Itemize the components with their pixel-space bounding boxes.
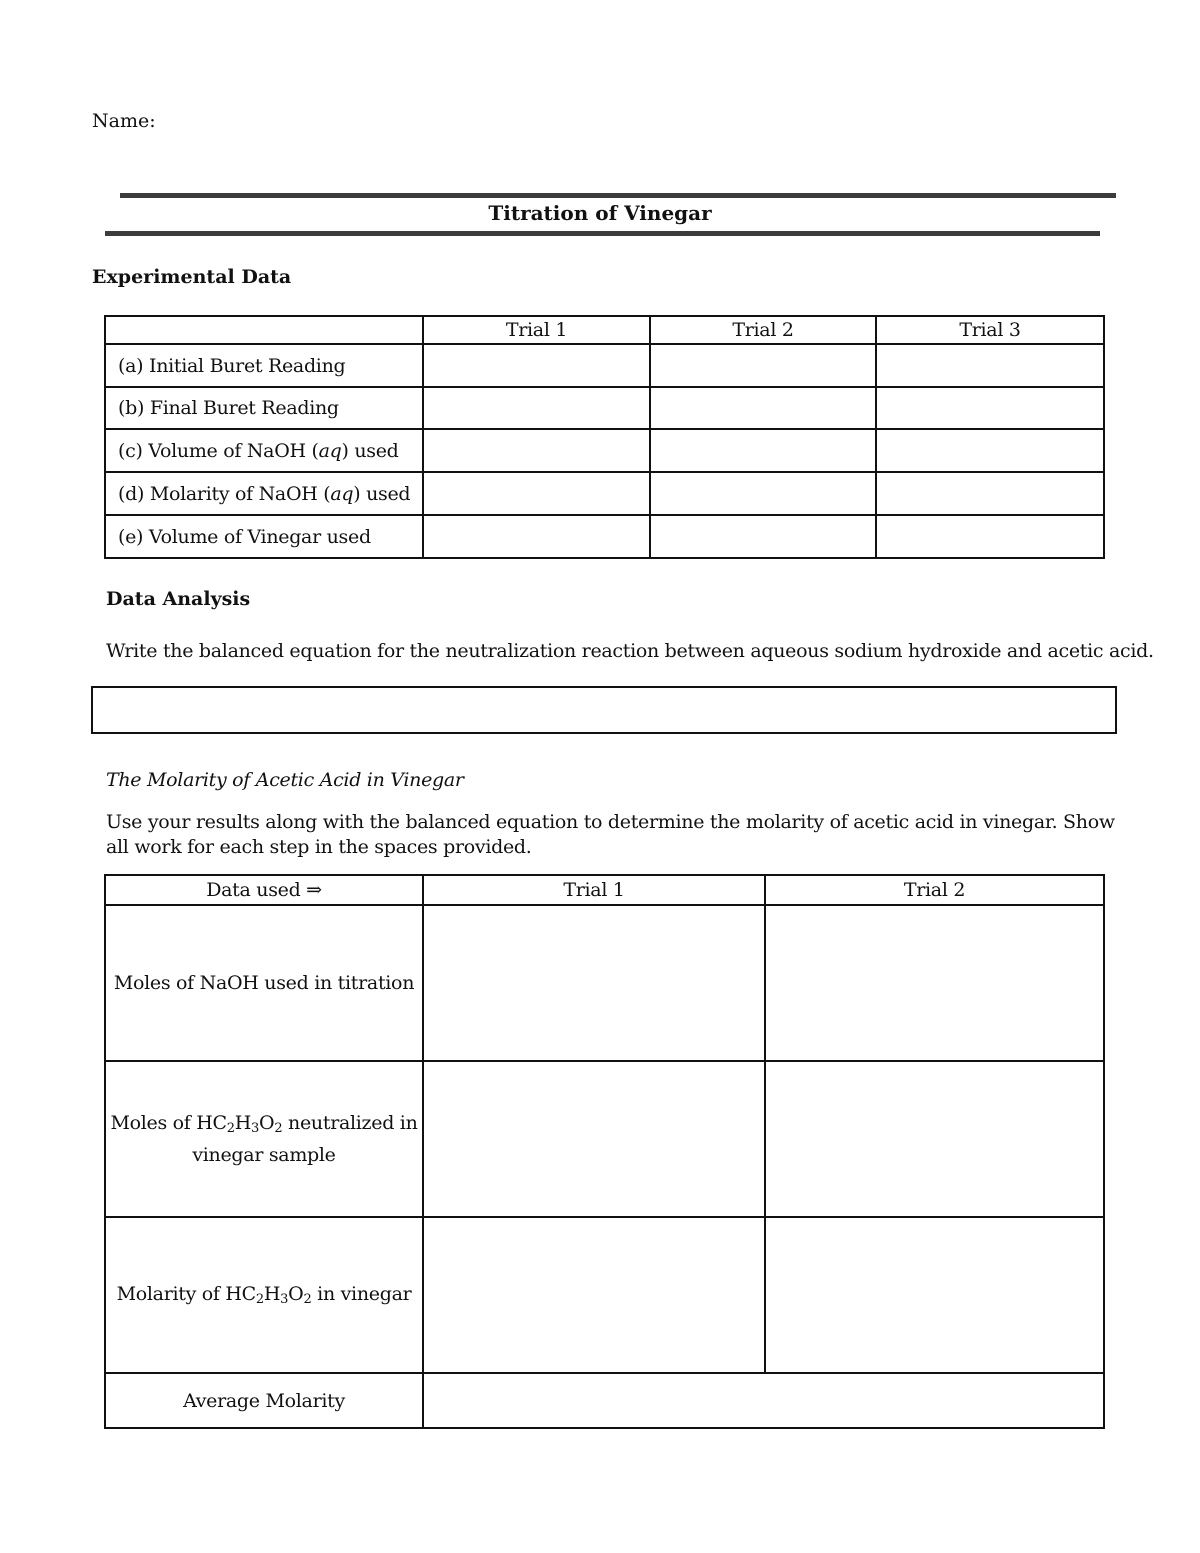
data-cell-vinegar-trial-1[interactable] (423, 515, 650, 558)
data-cell-final-trial-2[interactable] (650, 387, 876, 429)
row-label-molarity-naoh: (d) Molarity of NaOH (aq) used (105, 472, 423, 515)
column-header-trial-2: Trial 2 (765, 875, 1104, 905)
row-label-volume-vinegar: (e) Volume of Vinegar used (105, 515, 423, 558)
column-header-trial-2: Trial 2 (650, 316, 876, 344)
row-label-final-buret: (b) Final Buret Reading (105, 387, 423, 429)
table-row (105, 515, 1104, 558)
row-label-moles-acetic-acid: Moles of $HC_2H_3O_2$ neutralized in vinegar sample (105, 1061, 423, 1217)
balanced-equation-answer-box[interactable] (91, 686, 1117, 734)
work-cell-molarity-trial-2[interactable] (765, 1217, 1104, 1373)
work-cell-molarity-trial-1[interactable] (423, 1217, 765, 1373)
data-cell-final-trial-1[interactable] (423, 387, 650, 429)
work-cell-average-molarity[interactable] (423, 1373, 1104, 1428)
work-cell-moles-acid-trial-1[interactable] (423, 1061, 765, 1217)
data-cell-initial-trial-3[interactable] (876, 344, 1104, 387)
title-top-rule (120, 193, 1116, 198)
table-header-row (105, 316, 1104, 344)
column-header-trial-1: Trial 1 (423, 316, 650, 344)
data-cell-molarity-trial-1[interactable] (423, 472, 650, 515)
molarity-instruction-line-1: Use your results along with the balanced equation to determine the molarity of acetic acid in vinegar. Show (106, 811, 1115, 833)
row-label-moles-naoh: Moles of NaOH used in titration (105, 905, 423, 1061)
data-cell-final-trial-3[interactable] (876, 387, 1104, 429)
table-row (105, 1217, 1104, 1373)
row-label-volume-naoh: (c) Volume of NaOH (aq) used (105, 429, 423, 472)
work-cell-moles-naoh-trial-2[interactable] (765, 905, 1104, 1061)
experimental-data-heading: Experimental Data (92, 266, 292, 288)
data-cell-initial-trial-1[interactable] (423, 344, 650, 387)
data-cell-volume-trial-3[interactable] (876, 429, 1104, 472)
name-label: Name: (92, 110, 156, 132)
table-header-row (105, 875, 1104, 905)
table-row (105, 1373, 1104, 1428)
work-cell-moles-naoh-trial-1[interactable] (423, 905, 765, 1061)
table-row (105, 344, 1104, 387)
table-row (105, 387, 1104, 429)
molarity-instruction-line-2: all work for each step in the spaces provided. (106, 836, 532, 858)
page-title: Titration of Vinegar (488, 201, 712, 225)
data-cell-initial-trial-2[interactable] (650, 344, 876, 387)
row-label-average-molarity: Average Molarity (105, 1373, 423, 1428)
title-bottom-rule (105, 231, 1100, 236)
table-row (105, 1061, 1104, 1217)
molarity-subheading: The Molarity of Acetic Acid in Vinegar (106, 769, 464, 791)
column-header-data-used: Data used ⇒ (105, 875, 423, 905)
table-row (105, 429, 1104, 472)
work-cell-moles-acid-trial-2[interactable] (765, 1061, 1104, 1217)
molarity-calculation-table (104, 874, 1105, 1429)
data-cell-molarity-trial-3[interactable] (876, 472, 1104, 515)
table-row (105, 905, 1104, 1061)
data-analysis-heading: Data Analysis (106, 588, 251, 610)
column-header-blank (105, 316, 423, 344)
row-label-initial-buret: (a) Initial Buret Reading (105, 344, 423, 387)
data-cell-volume-trial-2[interactable] (650, 429, 876, 472)
data-cell-molarity-trial-2[interactable] (650, 472, 876, 515)
data-cell-vinegar-trial-3[interactable] (876, 515, 1104, 558)
column-header-trial-1: Trial 1 (423, 875, 765, 905)
equation-instruction: Write the balanced equation for the neutralization reaction between aqueous sodium hydroxide and acetic acid. (106, 640, 1154, 662)
experimental-data-table (104, 315, 1105, 559)
table-row (105, 472, 1104, 515)
column-header-trial-3: Trial 3 (876, 316, 1104, 344)
row-label-molarity-acetic-acid: Molarity of $HC_2H_3O_2$ in vinegar (105, 1217, 423, 1373)
data-cell-vinegar-trial-2[interactable] (650, 515, 876, 558)
data-cell-volume-trial-1[interactable] (423, 429, 650, 472)
